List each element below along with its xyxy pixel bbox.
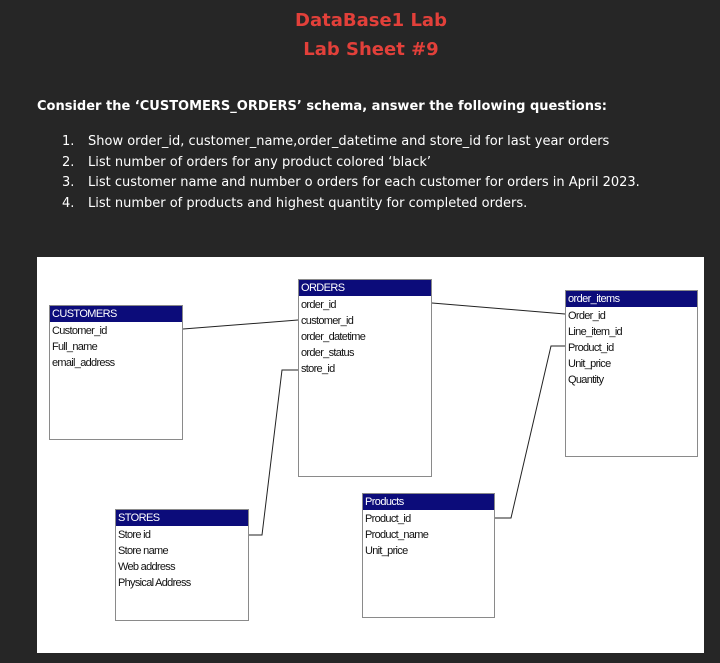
link-orders-order-items (432, 303, 565, 314)
link-stores-orders (249, 370, 298, 535)
question-item (62, 132, 640, 153)
schema-diagram (37, 257, 704, 653)
stores-table (115, 509, 249, 621)
page-subtitle: Lab Sheet #9 (303, 39, 439, 60)
orders-field: order_status (301, 347, 354, 359)
question-number: 2. (62, 154, 75, 170)
customers-field: Customer_id (52, 325, 107, 337)
products-table (362, 493, 495, 618)
stores-field: Store id (118, 529, 151, 541)
orders-field: order_datetime (301, 331, 366, 343)
question-item (62, 153, 640, 174)
order-items-table (565, 290, 698, 457)
question-item (62, 173, 640, 194)
page-title: DataBase1 Lab (295, 10, 447, 31)
customers-table (49, 305, 183, 440)
orders-field: customer_id (301, 315, 354, 327)
order-items-field: Quantity (568, 374, 604, 386)
products-field: Unit_price (365, 545, 408, 557)
question-text: List customer name and number o orders for each customer for orders in April 2023. (88, 175, 640, 190)
link-products-order-items (495, 346, 565, 518)
order-items-field: Line_item_id (568, 326, 622, 338)
order-items-table-title: order_items (566, 291, 697, 307)
orders-table-title: ORDERS (299, 280, 431, 296)
stores-field: Store name (118, 545, 168, 557)
question-number: 3. (62, 175, 75, 190)
products-field: Product_id (365, 513, 411, 525)
order-items-field: Unit_price (568, 358, 611, 370)
order-items-field: Product_id (568, 342, 614, 354)
orders-field: order_id (301, 299, 336, 311)
question-text: List number of products and highest quantity for completed orders. (88, 195, 528, 211)
order-items-field: Order_id (568, 310, 606, 322)
orders-table (298, 279, 432, 477)
customers-field: Full_name (52, 341, 98, 353)
products-field: Product_name (365, 529, 429, 541)
instructions-text: Consider the ‘CUSTOMERS_ORDERS’ schema, answer the following questions: (37, 99, 607, 114)
stores-field: Web address (118, 561, 175, 573)
question-text: Show order_id, customer_name,order_datetime and store_id for last year orders (88, 134, 610, 149)
products-table-title: Products (363, 494, 494, 510)
question-list (62, 132, 640, 214)
orders-field: store_id (301, 363, 335, 375)
stores-table-title: STORES (116, 510, 248, 526)
question-text: List number of orders for any product colored ‘black’ (88, 154, 432, 170)
customers-table-title: CUSTOMERS (50, 306, 182, 322)
stores-field: Physical Address (118, 577, 191, 589)
question-number: 1. (62, 134, 75, 149)
customers-field: email_address (52, 357, 115, 369)
question-number: 4. (62, 195, 75, 211)
link-customers-orders (183, 320, 298, 329)
question-item (62, 194, 640, 215)
